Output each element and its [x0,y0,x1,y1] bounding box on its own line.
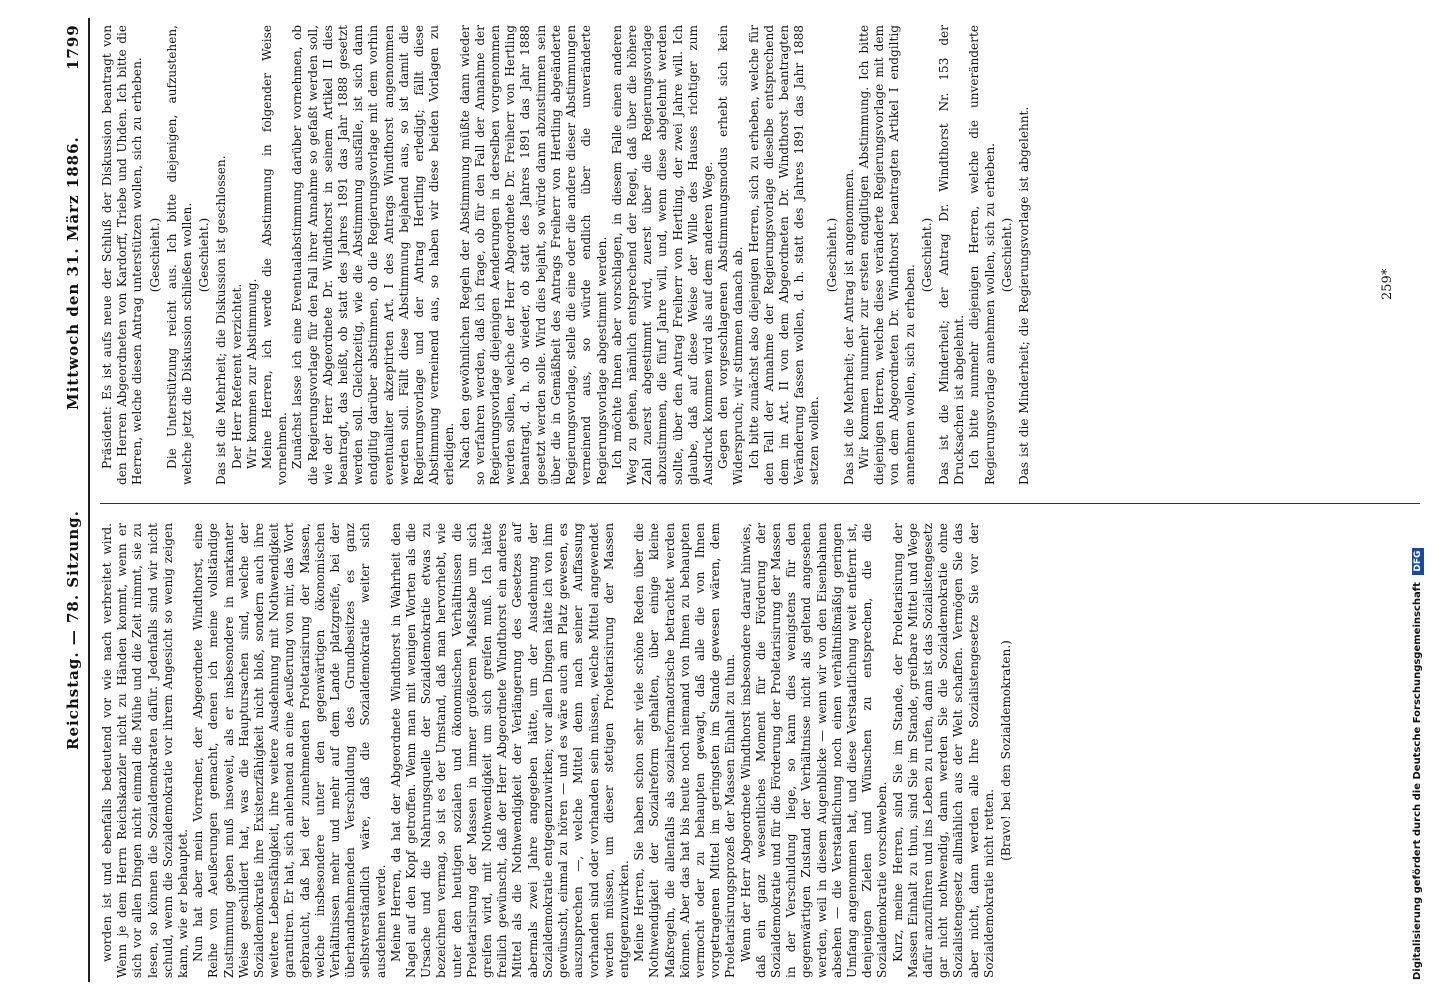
dfg-logo: DFG [1412,548,1424,575]
signature-mark: 259* [1380,268,1395,300]
right-page-number: 1799 [64,24,82,70]
paragraph: worden ist und ebenfalls bedeutend vor wie nach verbreitet wird. Wenn je dem Herrn Reichskanzler nicht zu Händen kommt, wenn er sich vor allen Dingen nicht einmal die Mühe und die Zeit nimmt, sie zu lesen, so können die Sozialdemokraten dafür. Jedenfalls sind wir nicht schuld, wenn die Sozialdemokratie vor ihrem Angesicht so wenig zeigen kann, wie er behauptet. [100,523,191,978]
paragraph: Wir kommen nunmehr zur ersten endgiltigen Abstimmung. Ich bitte diejenigen Herren, welche diese veränderte Regierungsvorlage mit dem von dem Abgeordneten Dr. Windthorst beantragten Artikel I endgiltig annehmen wollen, sich zu erheben. [856,25,917,485]
left-text-column [100,523,1013,978]
paragraph: Kurz, meine Herren, sind Sie im Stande, der Proletarisirung der Massen Einhalt zu thun, sind Sie im Stande, greifbare Mittel und Wege dafür anzuführen und ins Leben zu rufen, dann ist das Sozialistengesetz gar nicht nothwendig, dann werden Sie die Sozialdemokratie ohne Sozialistengesetz allmählich aus der Welt schaffen. Vermögen Sie das aber nicht, dann werden alle Ihre Sozialistengesetze Sie vor der Sozialdemokratie nicht retten. [890,523,996,978]
paragraph: Nun hat aber mein Vorredner, der Abgeordnete Windthorst, eine Reihe von Aeußerungen gemacht, denen ich meine vollständige Zustimmung geben muß insoweit, als er insbesondere in markanter Weise geschildert hat, was die Hauptursachen sind, welche der Sozialdemokratie ihre Existenzfähigkeit nicht bloß, sondern auch ihre weitere Lebensfähigkeit, ihre weitere Ausdehnung mit Nothwendigkeit garantiren. Er hat, sich anlehnend an eine Aeußerung von mir, das Wort gebraucht, daß bei der zunehmenden Proletarisirung der Massen, welche insbesondere unter den gegenwärtigen ökonomischen Verhältnissen mehr und mehr auf dem Lande platzgreife, bei der überhandnehmenden Verschuldung des Grundbesitzes es ganz selbstverständlich wäre, daß die Sozialdemokratie weiter sich ausdehnen werde. [191,523,388,978]
paragraph: Ich bitte zunächst also diejenigen Herren, sich zu erheben, welche für den Fall der Annahme der Regierungsvorlage dieselbe entsprechend dem im Art. II von dem Abgeordneten Dr. Windthorst beantragten Veränderung fassen wollen, d. h. statt des Jahres 1891 das Jahr 1888 setzen wollen. [746,25,822,485]
header-rule [88,18,90,982]
stage-direction: (Geschieht.) [824,217,839,293]
footer-credit [1404,0,1432,1000]
paragraph: Nach den gewöhnlichen Regeln der Abstimmung müßte dann wieder so verfahren werden, daß ich frage, ob für den Fall der Annahme der Regierungsvorlage diejenigen Aenderungen in derselben vorgenommen werden sollen, welche der Herr Abgeordnete Dr. Freiherr von Hertling beantragt, d. h. ob wieder, ob statt des Jahres 1891 das Jahr 1888 gesetzt werden solle. Wird dies bejaht, so würde dann abzustimmen sein über die in Gemäßheit des Antrags Freiherr von Hertling abgeänderte Regierungsvorlage, stelle die eine oder die andere dieser Abstimmungen verneinend aus, so würde endlich über die unveränderte Regierungsvorlage abgestimmt werden. [457,25,609,485]
stage-direction: (Geschieht.) [919,217,934,293]
paragraph: Zunächst lasse ich eine Eventualabstimmung darüber vornehmen, ob die Regierungsvorlage für den Fall ihrer Annahme so gefaßt werden soll, wie der Herr Abgeordnete Dr. Windthorst in seinem Artikel II dies beantragt, das heißt, ob statt des Jahres 1891 das Jahr 1888 gesetzt werden soll. Gleichzeitig, wie die Abstimmung ausfälle, ist sich dann endgiltig darüber abstimmen, ob die Regierungsvorlage mit dem vorhin eventualiter akzeptirten Art. I des Antrags Windthorst angenommen werden soll. Fällt diese Abstimmung bejahend aus, so ist damit die Regierungsvorlage und der Antrag Hertling erledigt; fällt diese Abstimmung verneinend aus, so haben wir diese beiden Vorlagen zu erledigen. [290,25,457,485]
paragraph: Das ist die Mehrheit; der Antrag ist angenommen. [841,168,856,485]
paragraph: Ich möchte Ihnen aber vorschlagen, in diesem Falle einen anderen Weg zu gehen, nämlich entsprechend der Regel, daß über die höhere Zahl zuerst abgestimmt wird, zuerst über die Regierungsvorlage abzustimmen, die fünf Jahre will, und, wenn diese abgelehnt werden sollte, über den Antrag Freiherr von Hertling, der zwei Jahre will. Ich glaube, daß auf diese Weise der Wille des Hauses richtiger zum Ausdruck kommen wird als auf dem anderen Wege. [609,25,715,485]
footer-credit-text: Digitalisierung gefördert durch die Deutsche Forschungsgemeinschaft [1412,582,1423,980]
paragraph: Ich bitte nunmehr diejenigen Herren, welche die unveränderte Regierungsvorlage annehmen wollen, sich zu erheben. [967,25,997,485]
paragraph: Präsident: Es ist aufs neue der Schluß der Diskussion beantragt von den Herren Abgeordneten von Kardorff, Triebe und Uhden. Ich bitte die Herren, welche diesen Antrag unterstützen wollen, sich zu erheben. [100,25,145,485]
paragraph: Meine Herren, Sie haben schon sehr viele schöne Reden über die Nothwendigkeit der Sozialreform gehalten, über einige kleine Maßregeln, die allenfalls als sozialreformatorische betrachtet werden können. Aber das hat bis heute noch niemand von Ihnen zu behaupten vermocht oder zu behaupten gewagt, daß alle die von Ihnen vorgetragenen Mittel im geringsten im Stande gewesen wären, dem Proletarisirungsprozeß der Massen Einhalt zu thun. [632,523,738,978]
stage-direction: (Geschieht.) [197,217,212,293]
left-running-title: Reichstag. — 78. Sitzung. [64,510,82,750]
paragraph: Das ist die Mehrheit; die Diskussion ist geschlossen. [214,155,229,485]
paragraph: Das ist die Minderheit; der Antrag Dr. Windthorst Nr. 153 der Drucksachen ist abgelehnt. [936,25,967,485]
paragraph: Wir kommen zur Abstimmung. [244,278,259,469]
paragraph: Wenn der Herr Abgeordnete Windthorst insbesondere darauf hinwies, daß ein ganz wesentliches Moment für die Förderung der Sozialdemokratie und für die Förderung der Proletarisirung der Massen in der Verschuldung liege, so kann dies wenigstens für den gegenwärtigen Zustand der Verhältnisse nicht als geltend angesehen werden, weil in diesem Augenblicke — wenn wir von den Eisenbahnen absehen — die Verstaatlichung noch einen verhältnißmäßig geringen Umfang angenommen hat, und diese Verstaatlichung weit entfernt ist, denjenigen Zielen und Wünschen zu entsprechen, die die Sozialdemokratie vorschweben. [738,523,890,978]
paragraph: Gegen den vorgeschlagenen Abstimmungsmodus erhebt sich kein Widerspruch; wir stimmen danach ab. [716,25,746,485]
page-header [0,0,100,1000]
paragraph: Der Herr Referent verzichtet. [229,283,244,469]
right-running-title: Mittwoch den 31. März 1886. [64,136,82,410]
right-text-column [100,25,1390,485]
column-divider [100,503,1420,504]
digitization-footer [1404,0,1432,1000]
paragraph: Das ist die Minderheit; die Regierungsvorlage ist abgelehnt. [1016,106,1031,485]
stage-direction: (Bravo! bei den Sozialdemokraten.) [998,640,1013,861]
paragraph: Die Unterstützung reicht aus. Ich bitte diejenigen, aufzustehen, welche jetzt die Diskussion schließen wollen. [164,25,195,485]
paragraph: Meine Herren, ich werde die Abstimmung in folgender Weise vornehmen. [260,25,290,485]
stage-direction: (Geschieht.) [147,217,162,293]
paragraph: Meine Herren, da hat der Abgeordnete Windthorst in Wahrheit den Nagel auf den Kopf getroffen. Wenn man mit wenigen Worten als die Ursache und die Nahrungsquelle der Sozialdemokratie etwas zu bezeichnen vermag, so ist es der Umstand, daß man hervorhebt, wie unter den heutigen sozialen und ökonomischen Verhältnissen die Proletarisirung der Massen in immer größerem Maßstabe um sich greifen wird, mit Nothwendigkeit um sich greifen muß. Ich hätte freilich gewünscht, daß der Herr Abgeordnete Windthorst ein anderes Mittel als die Nothwendigkeit der Verlängerung des Gesetzes auf abermals zwei Jahre angegeben hätte, um der Ausdehnung der Sozialdemokratie entgegenzuwirken; vor allen Dingen hätte ich von ihm gewünscht, einmal zu hören — und es wäre auch am Platz gewesen, es auszusprechen —, welche Mittel denn nach seiner Auffassung vorhanden sind oder vorhanden sein müssen, welche Mittel angewendet werden müssen, um dieser stetigen Proletarisirung der Massen entgegenzuwirken. [388,523,631,978]
stage-direction: (Geschieht.) [999,217,1014,293]
